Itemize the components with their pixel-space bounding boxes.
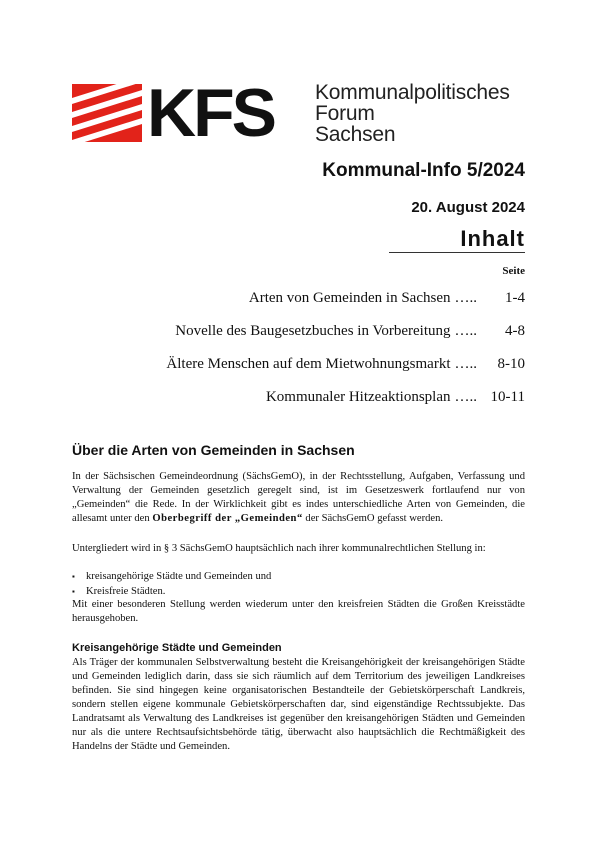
organization-name: Kommunalpolitisches Forum Sachsen xyxy=(315,81,510,146)
issue-date: 20. August 2024 xyxy=(411,199,525,216)
toc-entry[interactable]: Arten von Gemeinden in Sachsen ….. 1-4 xyxy=(248,290,525,306)
list-item: ▪ Kreisfreie Städten. xyxy=(72,585,166,597)
toc-entry[interactable]: Kommunaler Hitzeaktionsplan ….. 10-11 xyxy=(265,389,525,405)
logo-stripes-icon xyxy=(72,84,142,142)
article-paragraph: In der Sächsischen Gemeindeordnung (SächsGemO), in der Rechtsstellung, Aufgaben, Verfassung und Verwaltung der Gemeinden gesetzlich geregelt sind, ist im Gesetzeswerk fortlaufend nur von „Gemeinden“ die Rede. In der Wirklichkeit gibt es indes unterschiedliche Arten von Gemeinden, die allesamt unter den Oberbegriff der „Gemeinden“ der SächsGemO gefasst werden. xyxy=(72,471,525,524)
section-subheading: Kreisangehörige Städte und Gemeinden xyxy=(72,642,282,654)
toc-entry[interactable]: Ältere Menschen auf dem Mietwohnungsmarkt ….. 8-10 xyxy=(166,356,525,372)
logo-abbr: KFS xyxy=(147,75,274,151)
article-paragraph: Mit einer besonderen Stellung werden wiederum unter den kreisfreien Städten die Großen Kreisstädte herausgehoben. xyxy=(72,599,525,624)
toc-divider xyxy=(389,252,525,253)
kfs-logo xyxy=(72,75,522,151)
bullet-list xyxy=(72,570,271,599)
toc-page-column-label: Seite xyxy=(502,265,525,277)
list-item: ▪ kreisangehörige Städte und Gemeinden und xyxy=(72,571,272,582)
table-of-contents xyxy=(65,290,525,422)
toc-heading: Inhalt xyxy=(460,226,525,251)
article-heading: Über die Arten von Gemeinden in Sachsen xyxy=(72,442,355,458)
toc-entry[interactable]: Novelle des Baugesetzbuches in Vorbereitung ….. 4-8 xyxy=(175,323,525,339)
article-paragraph: Untergliedert wird in § 3 SächsGemO hauptsächlich nach ihrer kommunalrechtlichen Stellung in: xyxy=(72,543,486,554)
emphasis-term: Oberbegriff der „Gemeinden“ xyxy=(152,513,303,524)
issue-title: Kommunal-Info 5/2024 xyxy=(322,160,525,181)
article-paragraph: Als Träger der kommunalen Selbstverwaltung besteht die Kreisangehörigkeit der kreisangehörigen Städte und Gemeinden lediglich darin, dass sie sich räumlich auf dem Territorium des jeweiligen Landkreises befinden. Sie sind hingegen keine organisatorischen Bestandteile der Gebietskörperschaft Landkreis, sondern stellen eigene kommunale Gebietskörperschaften dar, sind eigenständige Rechtssubjekte. Das Landratsamt als Verwaltung des Landkreises ist gegenüber den kreisangehörigen Städten und Gemeinden nur als die untere Rechtsaufsichtsbehörde tätig, überwacht also hauptsächlich die Rechtmäßigkeit des Handelns der Städte und Gemeinden. xyxy=(72,657,525,752)
